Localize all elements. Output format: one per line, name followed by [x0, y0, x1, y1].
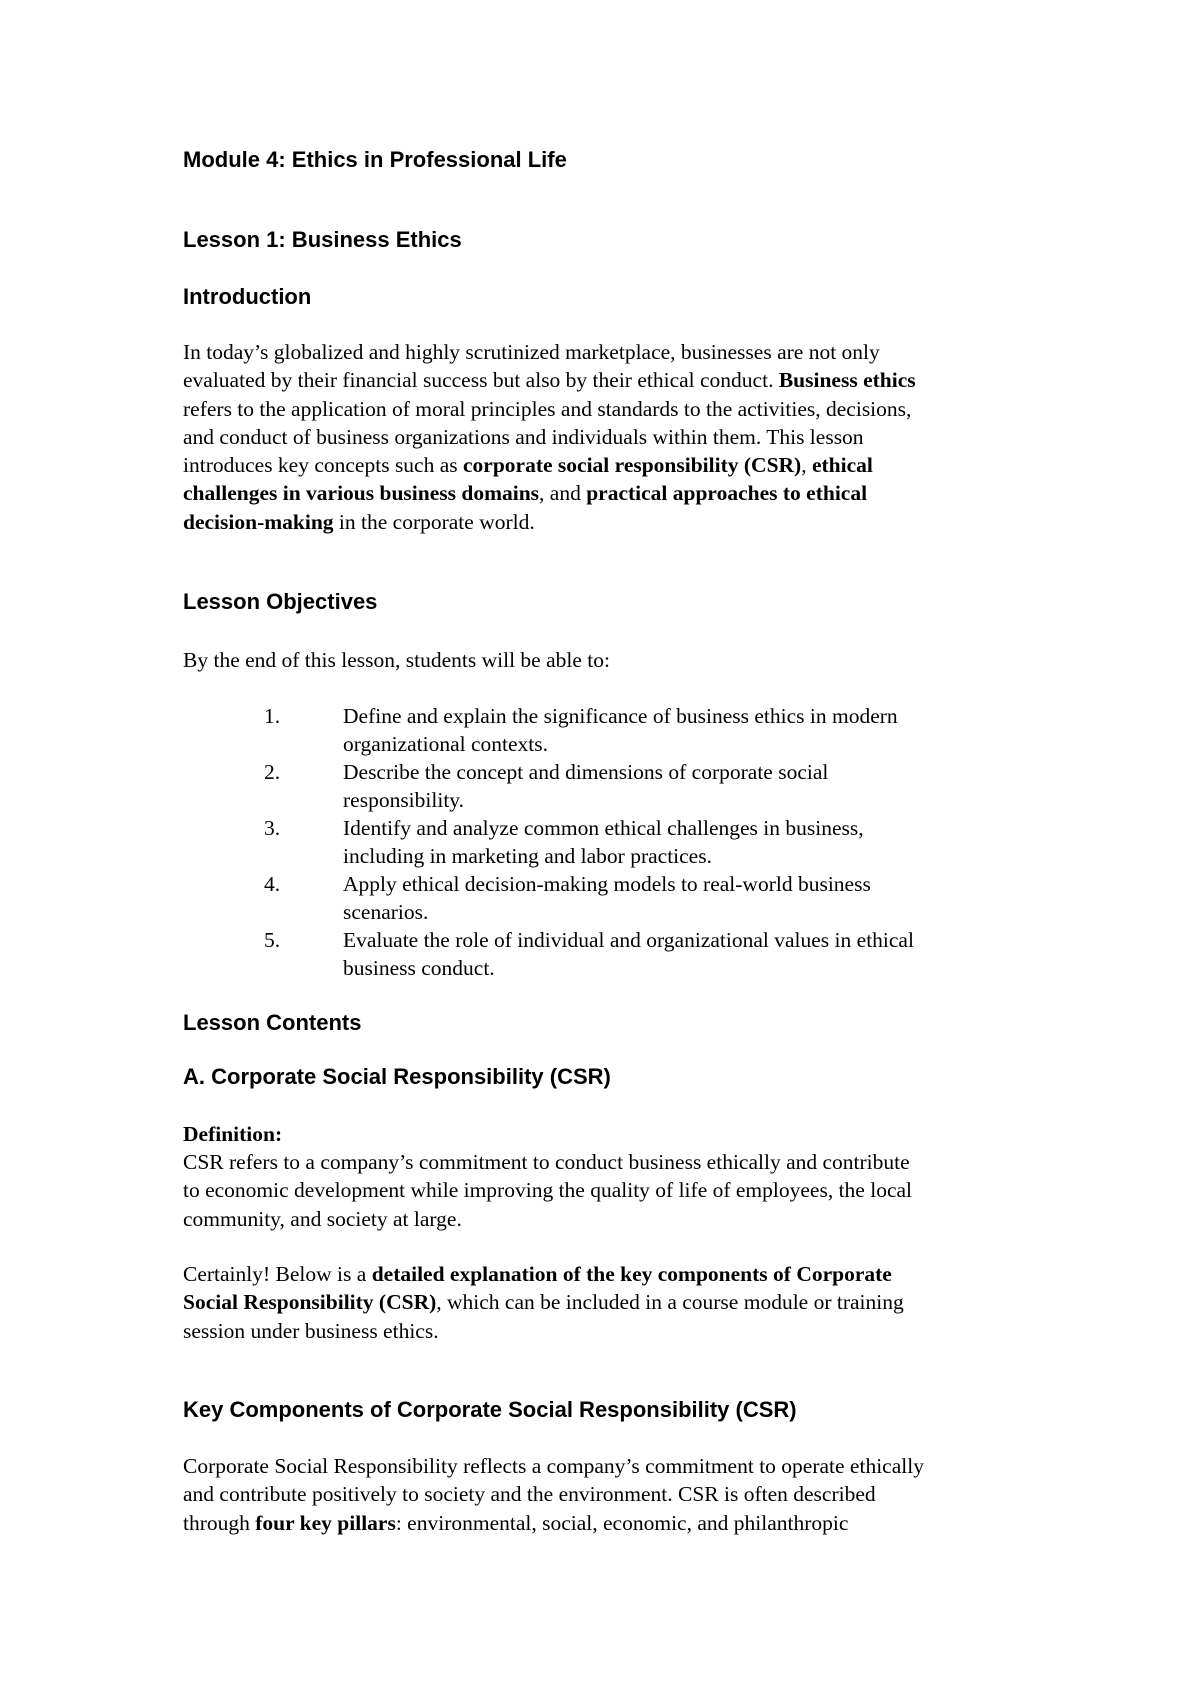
objectives-lead: By the end of this lesson, students will be able to:: [183, 648, 610, 672]
certainly-line-2: Social Responsibility (CSR), which can be included in a course module or training: [183, 1290, 904, 1315]
intro-line-7: decision-making in the corporate world.: [183, 509, 535, 534]
intro-line-2: evaluated by their financial success but also by their ethical conduct. Business ethics: [183, 368, 916, 393]
objective-text: Identify and analyze common ethical challenges in business, including in marketing and labor practices.: [343, 816, 864, 868]
lesson-title: Lesson 1: Business Ethics: [183, 227, 462, 252]
contents-heading: Lesson Contents: [183, 1010, 362, 1035]
intro-line-1: In today’s globalized and highly scrutinized marketplace, businesses are not only: [183, 340, 880, 364]
introduction-paragraph: [183, 338, 916, 536]
term-csr: corporate social responsibility (CSR): [463, 453, 802, 478]
term-four-key-pillars: four key pillars: [255, 1510, 396, 1535]
module-title: Module 4: Ethics in Professional Life: [183, 147, 567, 172]
key-components-heading: Key Components of Corporate Social Responsibility (CSR): [183, 1397, 797, 1422]
term-ethical: ethical: [811, 453, 873, 478]
objective-text: Define and explain the significance of business ethics in modern organizational contexts.: [343, 704, 898, 756]
introduction-heading: Introduction: [183, 284, 312, 309]
definition-paragraph: CSR refers to a company’s commitment to conduct business ethically and contribute to economic development while improving the quality of life of employees, the local community, and society at large.: [183, 1150, 913, 1231]
intro-line-3: refers to the application of moral principles and standards to the activities, decisions,: [183, 396, 912, 421]
intro-line-4: and conduct of business organizations and individuals within them. This lesson: [183, 424, 864, 449]
objectives-heading: Lesson Objectives: [183, 589, 378, 614]
certainly-line-3: session under business ethics.: [183, 1318, 439, 1343]
objective-number: 3.: [264, 816, 281, 840]
key-components-line-3: through four key pillars: environmental, social, economic, and philanthropic: [183, 1510, 849, 1535]
key-components-paragraph: Corporate Social Responsibility reflects a company’s commitment to operate ethically and contribute positively to society and the environment. CSR is often described through four key pillars: environmental, social, economic, and philanthropic: [183, 1452, 924, 1537]
certainly-line-1: Certainly! Below is a detailed explanation of the key components of Corporate: [183, 1262, 892, 1286]
objective-text: Apply ethical decision-making models to real-world business scenarios.: [343, 872, 871, 924]
term-decision-making: decision-making: [183, 509, 334, 534]
term-ethical-challenges: challenges in various business domains: [183, 481, 540, 506]
objective-number: 4.: [264, 872, 281, 896]
objective-number: 5.: [264, 928, 281, 952]
intro-line-5: introduces key concepts such as corporate social responsibility (CSR), ethical: [183, 453, 873, 478]
term-business-ethics: Business ethics: [778, 368, 916, 393]
objective-text: Evaluate the role of individual and organizational values in ethical business conduct.: [343, 928, 914, 980]
term-practical-approaches: practical approaches to ethical: [586, 481, 868, 506]
section-a-heading: A. Corporate Social Responsibility (CSR): [183, 1064, 611, 1089]
intro-line-6: challenges in various business domains, and practical approaches to ethical: [183, 481, 868, 506]
objective-number: 1.: [264, 704, 281, 728]
objective-text: Describe the concept and dimensions of corporate social responsibility.: [343, 760, 829, 812]
definition-label: Definition:: [183, 1122, 283, 1146]
objective-number: 2.: [264, 760, 281, 784]
certainly-paragraph: [183, 1260, 904, 1345]
